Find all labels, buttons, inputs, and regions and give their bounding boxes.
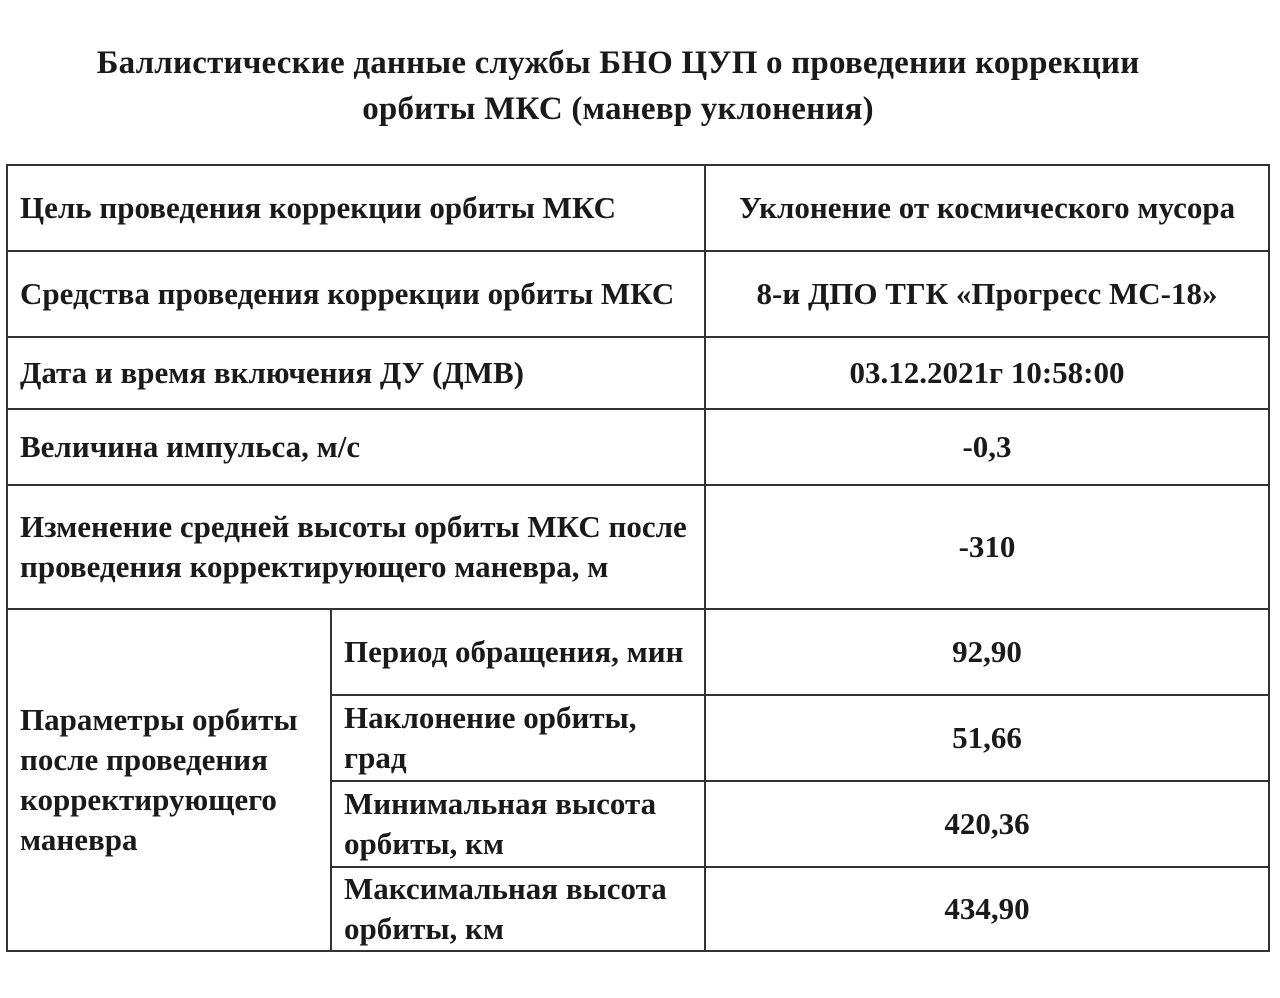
document-title-line-1: Баллистические данные службы БНО ЦУП о проведении коррекции bbox=[96, 45, 1140, 81]
table-row-goal bbox=[7, 165, 1269, 251]
max-altitude-label: Максимальная высота орбиты, км bbox=[331, 867, 705, 951]
orbit-period-label: Период обращения, мин bbox=[331, 609, 705, 695]
orbit-params-group-label: Параметры орбиты после проведения корректирующего маневра bbox=[7, 609, 331, 951]
goal-value bbox=[705, 165, 1269, 251]
orbit-inclination-label: Наклонение орбиты, град bbox=[331, 695, 705, 781]
datetime-label: Дата и время включения ДУ (ДМВ) bbox=[7, 337, 705, 409]
impulse-label: Величина импульса, м/с bbox=[7, 409, 705, 485]
height-change-value: -310 bbox=[705, 485, 1269, 609]
orbit-period-value: 92,90 bbox=[705, 609, 1269, 695]
orbit-inclination-value: 51,66 bbox=[705, 695, 1269, 781]
means-label: Средства проведения коррекции орбиты МКС bbox=[7, 251, 705, 337]
table-row-means bbox=[7, 251, 1269, 337]
table-row-height-change bbox=[7, 485, 1269, 609]
document-title-line-2: орбиты МКС (маневр уклонения) bbox=[362, 91, 874, 127]
document-title bbox=[0, 40, 1236, 132]
means-value: 8-и ДПО ТГК «Прогресс МС-18» bbox=[705, 251, 1269, 337]
goal-label: Цель проведения коррекции орбиты МКС bbox=[7, 165, 705, 251]
table-row-datetime bbox=[7, 337, 1269, 409]
min-altitude-value: 420,36 bbox=[705, 781, 1269, 867]
ballistics-data-table bbox=[6, 164, 1270, 952]
table-row-impulse bbox=[7, 409, 1269, 485]
table-row-orbit-period bbox=[7, 609, 1269, 695]
height-change-label: Изменение средней высоты орбиты МКС после проведения корректирующего маневра, м bbox=[7, 485, 705, 609]
impulse-value: -0,3 bbox=[705, 409, 1269, 485]
max-altitude-value: 434,90 bbox=[705, 867, 1269, 951]
min-altitude-label: Минимальная высота орбиты, км bbox=[331, 781, 705, 867]
datetime-value: 03.12.2021г 10:58:00 bbox=[705, 337, 1269, 409]
goal-value-text: Уклонение от космического мусора bbox=[738, 190, 1236, 225]
